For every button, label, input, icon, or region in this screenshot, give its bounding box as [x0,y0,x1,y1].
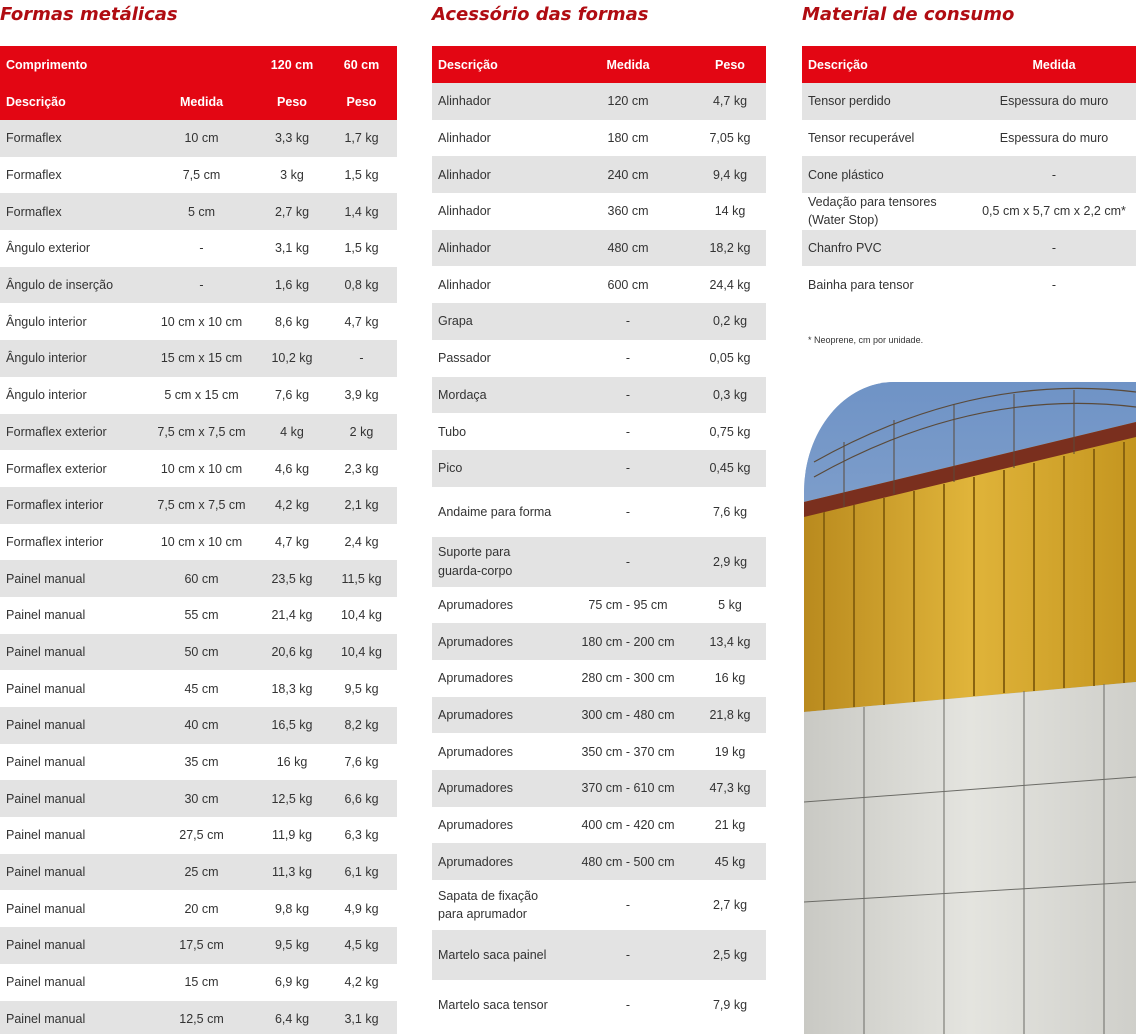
table-cell: 21 kg [694,807,766,844]
table-row [0,780,397,817]
table-row [802,230,1136,267]
table-cell: 2,7 kg [694,880,766,930]
table-cell: Cone plástico [802,156,972,193]
table-row [432,537,766,587]
header-cell: Medida [972,46,1136,83]
table-cell: 1,5 kg [326,230,397,267]
table-cell: 6,3 kg [326,817,397,854]
table-cell: - [145,267,258,304]
table-cell: Alinhador [432,230,562,267]
table-cell: 0,75 kg [694,413,766,450]
table-cell: Alinhador [432,193,562,230]
table-cell: 4,2 kg [258,487,326,524]
table-cell: Grapa [432,303,562,340]
table-cell: Painel manual [0,854,145,891]
table-cell: Painel manual [0,817,145,854]
table-cell: 35 cm [145,744,258,781]
table-cell: 7,6 kg [326,744,397,781]
table-cell: Martelo saca painel [432,930,562,980]
formas-table [0,46,397,1034]
table-cell: 3,9 kg [326,377,397,414]
table-cell: Passador [432,340,562,377]
table-cell: Martelo saca tensor [432,980,562,1030]
table-row [0,524,397,561]
table-row [0,707,397,744]
header-cell: Comprimento [0,46,145,83]
table-cell: - [562,377,694,414]
header-cell: Descrição [802,46,972,83]
construction-photo [804,382,1136,1034]
header-cell: Medida [145,83,258,120]
table-row [802,156,1136,193]
table-row [432,340,766,377]
table-cell: 12,5 cm [145,1001,258,1034]
table-cell: 9,5 kg [326,670,397,707]
table-cell: 4,7 kg [326,303,397,340]
table-cell: 27,5 cm [145,817,258,854]
table-row [802,266,1136,303]
table-cell: 9,4 kg [694,156,766,193]
table-cell: 2,5 kg [694,930,766,980]
table-cell: 19 kg [694,733,766,770]
table-cell: Formaflex [0,193,145,230]
table-cell: Sapata de fixação para aprumador [432,880,562,930]
table-cell: 7,6 kg [694,487,766,537]
table-cell: - [562,487,694,537]
table-cell: 3,1 kg [326,1001,397,1034]
table-cell: Painel manual [0,1001,145,1034]
formas-header-row-1 [0,46,397,83]
table-cell: Aprumadores [432,807,562,844]
table-cell: Andaime para forma [432,487,562,537]
table-row [0,303,397,340]
table-cell: Formaflex exterior [0,450,145,487]
table-cell: Painel manual [0,597,145,634]
table-row [432,120,766,157]
table-cell: 10,4 kg [326,634,397,671]
table-row [0,1001,397,1034]
table-cell: 3,1 kg [258,230,326,267]
table-cell: 1,6 kg [258,267,326,304]
table-cell: 2 kg [326,414,397,451]
table-cell: 300 cm - 480 cm [562,697,694,734]
table-row [0,890,397,927]
formas-header-row-2 [0,83,397,120]
table-cell: 180 cm [562,120,694,157]
table-cell: 21,8 kg [694,697,766,734]
table-cell: - [562,537,694,587]
material-title: Material de consumo [802,4,1015,25]
table-cell: Suporte para guarda-corpo [432,537,562,587]
table-cell: - [326,340,397,377]
table-row [432,807,766,844]
table-row [432,193,766,230]
table-cell: 2,1 kg [326,487,397,524]
formwork-wall-image [804,382,1136,1034]
table-cell: 7,5 cm x 7,5 cm [145,487,258,524]
table-cell: 6,4 kg [258,1001,326,1034]
table-cell: 10,4 kg [326,597,397,634]
table-cell: Tubo [432,413,562,450]
table-row [432,83,766,120]
formas-title: Formas metálicas [0,4,178,25]
table-cell: 45 cm [145,670,258,707]
table-row [802,83,1136,120]
table-cell: 40 cm [145,707,258,744]
table-row [802,120,1136,157]
table-cell: 45 kg [694,843,766,880]
table-row [0,670,397,707]
table-row [432,487,766,537]
table-cell: - [562,303,694,340]
material-header-row [802,46,1136,83]
table-row [432,156,766,193]
table-cell: 10 cm x 10 cm [145,450,258,487]
table-cell: 0,05 kg [694,340,766,377]
table-row [432,930,766,980]
table-row [0,450,397,487]
table-cell: Vedação para tensores (Water Stop) [802,193,972,230]
table-cell: 11,3 kg [258,854,326,891]
table-cell: 14 kg [694,193,766,230]
table-cell: 12,5 kg [258,780,326,817]
table-cell: 480 cm - 500 cm [562,843,694,880]
table-cell: 2,9 kg [694,537,766,587]
table-row [0,193,397,230]
table-cell: Formaflex exterior [0,414,145,451]
table-cell: 2,3 kg [326,450,397,487]
table-cell: 4 kg [258,414,326,451]
table-cell: 25 cm [145,854,258,891]
table-cell: 16,5 kg [258,707,326,744]
header-cell: Peso [258,83,326,120]
table-cell: - [972,230,1136,267]
table-cell: 24,4 kg [694,266,766,303]
table-cell: 7,5 cm [145,157,258,194]
table-cell: 400 cm - 420 cm [562,807,694,844]
table-cell: 2,7 kg [258,193,326,230]
table-cell: Aprumadores [432,770,562,807]
acessorios-title: Acessório das formas [432,4,649,25]
table-row [432,623,766,660]
table-cell: Formaflex [0,157,145,194]
table-cell: Formaflex [0,120,145,157]
table-row [0,744,397,781]
table-cell: Formaflex interior [0,487,145,524]
table-cell: 21,4 kg [258,597,326,634]
header-cell: Medida [562,46,694,83]
table-row [0,377,397,414]
table-row [432,413,766,450]
table-cell: - [562,413,694,450]
table-cell: 60 cm [145,560,258,597]
table-cell: 6,6 kg [326,780,397,817]
header-cell: Descrição [432,46,562,83]
table-cell: 1,7 kg [326,120,397,157]
table-cell: 20,6 kg [258,634,326,671]
table-row [0,927,397,964]
table-cell: Alinhador [432,120,562,157]
table-cell: 11,5 kg [326,560,397,597]
table-cell: 9,5 kg [258,927,326,964]
table-cell: 18,3 kg [258,670,326,707]
table-cell: Tensor perdido [802,83,972,120]
table-cell: 120 cm [562,83,694,120]
table-cell: 9,8 kg [258,890,326,927]
table-cell: 280 cm - 300 cm [562,660,694,697]
acessorios-table [432,46,766,1030]
table-cell: Aprumadores [432,843,562,880]
table-row [0,267,397,304]
table-cell: Aprumadores [432,733,562,770]
table-cell: 20 cm [145,890,258,927]
table-cell: 15 cm [145,964,258,1001]
table-cell: 15 cm x 15 cm [145,340,258,377]
table-cell: 4,7 kg [258,524,326,561]
table-cell: Painel manual [0,780,145,817]
table-cell: 5 cm [145,193,258,230]
table-cell: - [145,230,258,267]
table-cell: 50 cm [145,634,258,671]
table-cell: Pico [432,450,562,487]
table-cell: - [562,980,694,1030]
table-cell: 350 cm - 370 cm [562,733,694,770]
table-row [0,157,397,194]
table-cell: 5 kg [694,587,766,624]
table-row [0,487,397,524]
table-cell: 30 cm [145,780,258,817]
table-cell: 0,8 kg [326,267,397,304]
table-row [0,817,397,854]
table-cell: 480 cm [562,230,694,267]
table-cell: Alinhador [432,156,562,193]
table-cell: 0,45 kg [694,450,766,487]
table-row [432,880,766,930]
table-cell: 4,5 kg [326,927,397,964]
table-cell: Aprumadores [432,587,562,624]
table-cell: Ângulo interior [0,340,145,377]
table-cell: Ângulo exterior [0,230,145,267]
table-row [432,843,766,880]
table-row [432,450,766,487]
table-cell: 13,4 kg [694,623,766,660]
table-row [0,230,397,267]
table-row [0,634,397,671]
table-cell: Aprumadores [432,660,562,697]
table-cell: 1,4 kg [326,193,397,230]
table-cell: 240 cm [562,156,694,193]
table-cell: Painel manual [0,964,145,1001]
table-row [432,660,766,697]
header-cell [145,46,258,83]
table-row [432,303,766,340]
table-cell: 370 cm - 610 cm [562,770,694,807]
table-cell: Alinhador [432,266,562,303]
table-cell: Ângulo interior [0,303,145,340]
table-cell: 4,2 kg [326,964,397,1001]
table-cell: Alinhador [432,83,562,120]
table-row [0,560,397,597]
table-cell: 55 cm [145,597,258,634]
table-row [0,120,397,157]
table-cell: Painel manual [0,927,145,964]
table-cell: - [562,880,694,930]
table-cell: - [562,340,694,377]
table-cell: Painel manual [0,634,145,671]
table-row [432,733,766,770]
table-cell: 1,5 kg [326,157,397,194]
table-cell: Aprumadores [432,623,562,660]
table-cell: 7,05 kg [694,120,766,157]
table-cell: Mordaça [432,377,562,414]
table-cell: 47,3 kg [694,770,766,807]
table-row [432,377,766,414]
table-cell: 5 cm x 15 cm [145,377,258,414]
table-cell: - [972,156,1136,193]
table-cell: 0,5 cm x 5,7 cm x 2,2 cm* [972,193,1136,230]
table-cell: Ângulo interior [0,377,145,414]
table-cell: Ângulo de inserção [0,267,145,304]
table-cell: - [562,450,694,487]
header-cell: Peso [326,83,397,120]
table-cell: Formaflex interior [0,524,145,561]
table-row [0,414,397,451]
table-cell: 16 kg [694,660,766,697]
table-cell: 23,5 kg [258,560,326,597]
table-cell: Aprumadores [432,697,562,734]
table-cell: 4,6 kg [258,450,326,487]
table-cell: 17,5 cm [145,927,258,964]
table-cell: 11,9 kg [258,817,326,854]
table-cell: 10 cm x 10 cm [145,303,258,340]
header-cell: 120 cm [258,46,326,83]
table-row [0,340,397,377]
table-row [432,770,766,807]
table-cell: Tensor recuperável [802,120,972,157]
table-cell: Painel manual [0,744,145,781]
table-cell: 16 kg [258,744,326,781]
table-cell: 2,4 kg [326,524,397,561]
table-cell: 4,9 kg [326,890,397,927]
header-cell: Descrição [0,83,145,120]
header-cell: 60 cm [326,46,397,83]
table-cell: 3 kg [258,157,326,194]
table-cell: 8,2 kg [326,707,397,744]
table-cell: 0,2 kg [694,303,766,340]
table-cell: - [562,930,694,980]
table-cell: 18,2 kg [694,230,766,267]
table-row [432,230,766,267]
material-footnote: * Neoprene, cm por unidade. [808,335,924,345]
table-cell: Espessura do muro [972,83,1136,120]
table-cell: 6,9 kg [258,964,326,1001]
table-row [0,854,397,891]
table-cell: 7,6 kg [258,377,326,414]
table-cell: 8,6 kg [258,303,326,340]
table-row [432,697,766,734]
header-cell: Peso [694,46,766,83]
table-row [802,193,1136,230]
table-cell: 600 cm [562,266,694,303]
table-row [0,964,397,1001]
table-row [432,980,766,1030]
table-cell: 10 cm [145,120,258,157]
table-cell: Painel manual [0,560,145,597]
acessorios-header-row [432,46,766,83]
table-cell: 6,1 kg [326,854,397,891]
table-cell: - [972,266,1136,303]
table-cell: 3,3 kg [258,120,326,157]
table-cell: 10 cm x 10 cm [145,524,258,561]
table-cell: 180 cm - 200 cm [562,623,694,660]
table-cell: 4,7 kg [694,83,766,120]
table-cell: Painel manual [0,890,145,927]
material-table [802,46,1136,303]
table-cell: 7,5 cm x 7,5 cm [145,414,258,451]
table-cell: Chanfro PVC [802,230,972,267]
table-cell: Bainha para tensor [802,266,972,303]
table-cell: 0,3 kg [694,377,766,414]
table-cell: 7,9 kg [694,980,766,1030]
table-cell: 10,2 kg [258,340,326,377]
table-row [0,597,397,634]
table-cell: Painel manual [0,707,145,744]
table-cell: 75 cm - 95 cm [562,587,694,624]
table-row [432,266,766,303]
table-cell: Espessura do muro [972,120,1136,157]
table-row [432,587,766,624]
table-cell: Painel manual [0,670,145,707]
table-cell: 360 cm [562,193,694,230]
